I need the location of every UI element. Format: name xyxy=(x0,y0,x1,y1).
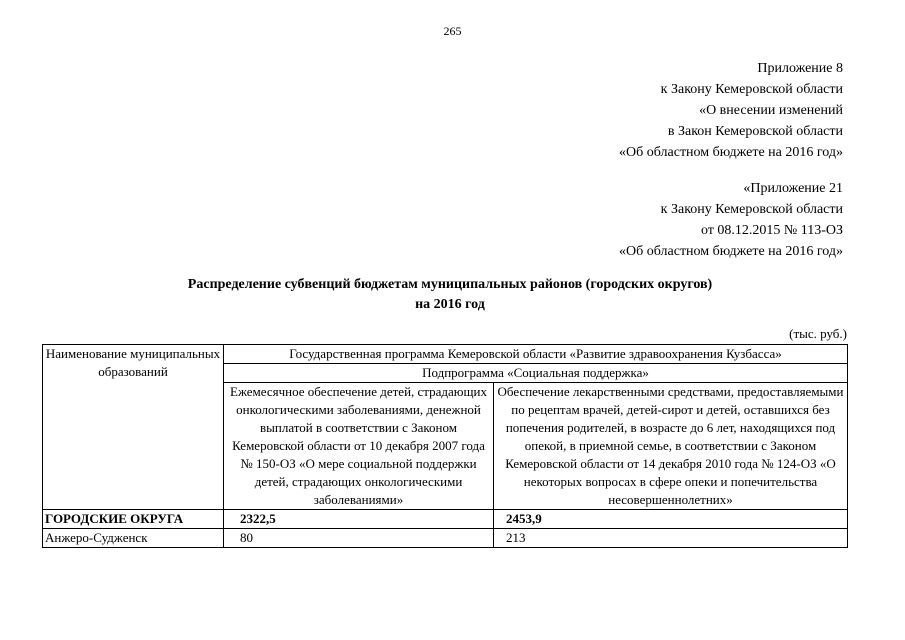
row-value-a: 2322,5 xyxy=(224,510,494,529)
appendix-2-line: «Об областном бюджете на 2016 год» xyxy=(619,244,843,259)
appendix-reference-1 xyxy=(619,58,843,163)
header-program: Государственная программа Кемеровской области «Развитие здравоохранения Кузбасса» xyxy=(224,345,848,364)
appendix-1-line: Приложение 8 xyxy=(757,61,843,76)
appendix-2-line: «Приложение 21 xyxy=(743,181,843,196)
subsidy-table xyxy=(42,344,848,548)
table-row xyxy=(43,529,848,548)
row-value-b: 2453,9 xyxy=(494,510,848,529)
appendix-reference-2 xyxy=(619,178,843,262)
units-label: (тыс. руб.) xyxy=(789,326,847,341)
row-value-a: 80 xyxy=(224,529,494,548)
appendix-2-line: от 08.12.2015 № 113-ОЗ xyxy=(700,223,843,238)
header-subprogram: Подпрограмма «Социальная поддержка» xyxy=(224,364,848,383)
row-value-b: 213 xyxy=(494,529,848,548)
row-name: Анжеро-Судженск xyxy=(43,529,224,548)
appendix-1-line: «О внесении изменений xyxy=(699,103,843,118)
row-name: ГОРОДСКИЕ ОКРУГА xyxy=(43,510,224,529)
header-municipality-name: Наименование муниципальных образований xyxy=(43,345,224,510)
page-number: 265 xyxy=(443,24,462,38)
document-title xyxy=(100,275,800,315)
header-column-b: Обеспечение лекарственными средствами, предоставляемыми по рецептам врачей, детей-сирот и детей, оставшихся без попечения родителей, в возрасте до 6 лет, находящихся под опекой, в приемной семье, в соответствии с Законом Кемеровской области от 14 декабря 2010 года № 124-ОЗ «О некоторых вопросах в сфере опеки и попечительства несовершеннолетних» xyxy=(494,383,848,510)
title-line: Распределение субвенций бюджетам муниципальных районов (городских округов) xyxy=(187,277,713,292)
appendix-1-line: «Об областном бюджете на 2016 год» xyxy=(619,145,843,160)
appendix-1-line: в Закон Кемеровской области xyxy=(667,124,843,139)
appendix-2-line: к Закону Кемеровской области xyxy=(660,202,843,217)
table-header-row xyxy=(43,345,848,364)
appendix-1-line: к Закону Кемеровской области xyxy=(660,82,843,97)
header-column-a: Ежемесячное обеспечение детей, страдающих онкологическими заболеваниями, денежной выплатой в соответствии с Законом Кемеровской области от 10 декабря 2007 года № 150-ОЗ «О мере социальной поддержки детей, страдающих онкологическими заболеваниями» xyxy=(224,383,494,510)
title-line: на 2016 год xyxy=(415,297,485,312)
table-row xyxy=(43,510,848,529)
